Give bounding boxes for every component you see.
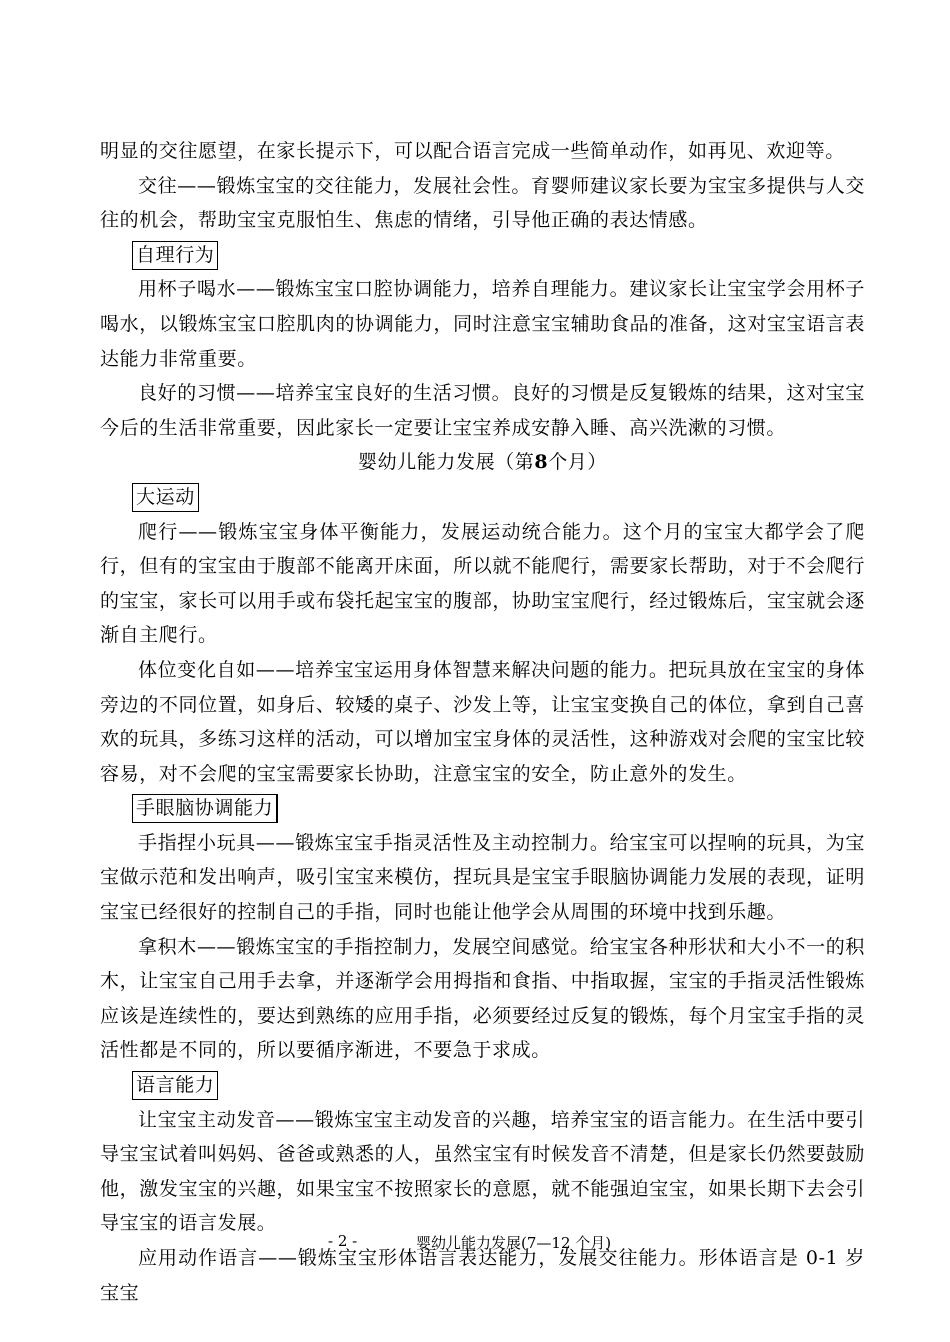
- section-heading-language: 语言能力: [132, 1071, 218, 1100]
- page-footer: [0, 1232, 950, 1256]
- paragraph-social: 交往——锻炼宝宝的交往能力，发展社会性。育婴师建议家长要为宝宝多提供与人交往的机会，帮助宝宝克服怕生、焦虑的情绪，引导他正确的表达情感。: [100, 174, 865, 232]
- section-title-post: 个月）: [548, 451, 608, 474]
- paragraph-body-language: 应用动作语言——锻炼宝宝形体语言表达能力，发展交往能力。形体语言是 0-1 岁宝宝: [100, 1247, 865, 1304]
- section-title-number: 8: [534, 451, 549, 474]
- paragraph-vocalize: 让宝宝主动发音——锻炼宝宝主动发音的兴趣，培养宝宝的语言能力。在生活中要引导宝宝试着叫妈妈、爸爸或熟悉的人，虽然宝宝有时候发音不清楚，但是家长仍然要鼓励他，激发宝宝的兴趣，如果宝宝不按照家长的意愿，就不能强迫宝宝，如果长期下去会引导宝宝的语言发展。: [100, 1108, 865, 1235]
- paragraph-continued: 明显的交往愿望，在家长提示下，可以配合语言完成一些简单动作，如再见、欢迎等。: [100, 140, 845, 162]
- heading-row-gross-motor: [100, 480, 865, 515]
- section-title: [100, 445, 865, 480]
- section-heading-hand-eye: 手眼脑协调能力: [132, 794, 278, 823]
- document-body: [100, 134, 865, 1310]
- section-title-pre: 婴幼儿能力发展（第: [357, 451, 535, 474]
- section-heading-gross-motor: 大运动: [132, 483, 199, 512]
- section-heading-selfcare: 自理行为: [132, 241, 218, 270]
- heading-row-hand-eye: [100, 791, 865, 826]
- paragraph-blocks: 拿积木——锻炼宝宝的手指控制力，发展空间感觉。给宝宝各种形状和大小不一的积木，让宝宝自己用手去拿，并逐渐学会用拇指和食指、中指取握，宝宝的手指灵活性锻炼应该是连续性的，要达到熟练的应用手指，必须要经过反复的锻炼，每个月宝宝手指的灵活性都是不同的，所以要循序渐进，不要急于求成。: [100, 935, 865, 1062]
- paragraph-pinch-toy: 手指捏小玩具——锻炼宝宝手指灵活性及主动控制力。给宝宝可以捏响的玩具，为宝宝做示范和发出响声，吸引宝宝来模仿，捏玩具是宝宝手眼脑协调能力发展的表现，证明宝宝已经很好的控制自己的手指，同时也能让他学会从周围的环境中找到乐趣。: [100, 831, 865, 924]
- heading-row-language: [100, 1068, 865, 1103]
- page-number: - 2 -: [328, 1232, 358, 1250]
- footer-doc-title: 婴幼儿能力发展(7—12 个月): [416, 1234, 612, 1252]
- paragraph-cup-drinking: 用杯子喝水——锻炼宝宝口腔协调能力，培养自理能力。建议家长让宝宝学会用杯子喝水，以锻炼宝宝口腔肌肉的协调能力，同时注意宝宝辅助食品的准备，这对宝宝语言表达能力非常重要。: [100, 278, 865, 370]
- paragraph-good-habits: 良好的习惯——培养宝宝良好的生活习惯。良好的习惯是反复锻炼的结果，这对宝宝今后的生活非常重要，因此家长一定要让宝宝养成安静入睡、高兴洗漱的习惯。: [100, 382, 865, 439]
- heading-row-selfcare: [100, 238, 865, 273]
- paragraph-posture-change: 体位变化自如——培养宝宝运用身体智慧来解决问题的能力。把玩具放在宝宝的身体旁边的不同位置，如身后、较矮的桌子、沙发上等，让宝宝变换自己的体位，拿到自己喜欢的玩具，多练习这样的活动，可以增加宝宝身体的灵活性，这种游戏对会爬的宝宝比较容易，对不会爬的宝宝需要家长协助，注意宝宝的安全，防止意外的发生。: [100, 658, 865, 785]
- paragraph-crawling: 爬行——锻炼宝宝身体平衡能力，发展运动统合能力。这个月的宝宝大都学会了爬行，但有的宝宝由于腹部不能离开床面，所以就不能爬行，需要家长帮助，对于不会爬行的宝宝，家长可以用手或布袋托起宝宝的腹部，协助宝宝爬行，经过锻炼后，宝宝就会逐渐自主爬行。: [100, 520, 865, 647]
